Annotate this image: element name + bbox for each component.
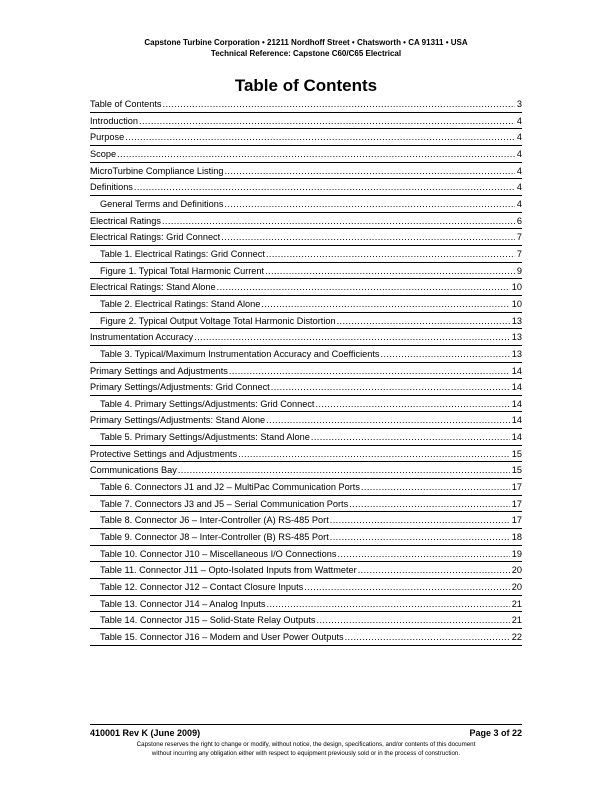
toc-entry[interactable] bbox=[90, 179, 522, 196]
toc-entry[interactable] bbox=[90, 562, 522, 579]
toc-entry-page: 4 bbox=[516, 132, 522, 143]
toc-entry-page: 13 bbox=[511, 315, 522, 326]
toc-dot-leader bbox=[163, 96, 515, 112]
toc-dot-leader bbox=[315, 396, 509, 412]
toc-entry-title: Primary Settings/Adjustments: Grid Connect bbox=[90, 382, 270, 393]
toc-entry[interactable] bbox=[90, 512, 522, 529]
toc-entry-page: 19 bbox=[511, 548, 522, 559]
toc-entry-title: MicroTurbine Compliance Listing bbox=[90, 165, 224, 176]
toc-dot-leader bbox=[361, 479, 510, 495]
page-title: Table of Contents bbox=[234, 76, 378, 95]
toc-dot-leader bbox=[221, 229, 515, 245]
toc-dot-leader bbox=[162, 213, 515, 229]
toc-entry-page: 21 bbox=[511, 598, 522, 609]
toc-entry-page: 14 bbox=[511, 432, 522, 443]
toc-dot-leader bbox=[117, 146, 515, 162]
toc-entry[interactable] bbox=[90, 546, 522, 563]
toc-dot-leader bbox=[271, 379, 510, 395]
toc-dot-leader bbox=[345, 629, 510, 645]
toc-entry[interactable] bbox=[90, 346, 522, 363]
toc-entry-title: Table 3. Typical/Maximum Instrumentation Accuracy and Coefficients bbox=[100, 348, 380, 359]
toc-entry-page: 9 bbox=[516, 265, 522, 276]
toc-dot-leader bbox=[224, 163, 514, 179]
toc-dot-leader bbox=[317, 612, 510, 628]
toc-entry[interactable] bbox=[90, 529, 522, 546]
toc-entry-title: Primary Settings and Adjustments bbox=[90, 365, 228, 376]
toc-entry-page: 13 bbox=[511, 332, 522, 343]
toc-entry-title: Table 5. Primary Settings/Adjustments: Stand Alone bbox=[100, 432, 310, 443]
toc-entry-title: Figure 2. Typical Output Voltage Total Harmonic Distortion bbox=[100, 315, 336, 326]
disclaimer-line-2: without incurring any obligation either with respect to equipment previously sold or in the process of construction. bbox=[151, 749, 461, 757]
table-of-contents bbox=[90, 96, 522, 646]
toc-entry-page: 15 bbox=[511, 448, 522, 459]
toc-dot-leader bbox=[311, 429, 510, 445]
toc-entry-title: Instrumentation Accuracy bbox=[90, 332, 194, 343]
page-number: Page 3 of 22 bbox=[469, 728, 522, 738]
toc-entry-page: 7 bbox=[516, 248, 522, 259]
toc-entry-page: 15 bbox=[511, 465, 522, 476]
toc-entry-page: 14 bbox=[511, 415, 522, 426]
toc-entry[interactable] bbox=[90, 629, 522, 646]
toc-entry-page: 17 bbox=[511, 482, 522, 493]
toc-entry-page: 4 bbox=[516, 165, 522, 176]
disclaimer-line-1: Capstone reserves the right to change or modify, without notice, the design, specifications, and/or contents of this document bbox=[136, 741, 476, 748]
toc-entry-title: Table 11. Connector J11 – Opto-Isolated Inputs from Wattmeter bbox=[100, 565, 357, 576]
toc-entry-title: Scope bbox=[90, 148, 117, 159]
toc-dot-leader bbox=[125, 129, 515, 145]
toc-dot-leader bbox=[139, 113, 515, 129]
toc-entry-title: Table 12. Connector J12 – Contact Closure Inputs bbox=[100, 582, 304, 593]
toc-entry-page: 18 bbox=[511, 532, 522, 543]
toc-entry-page: 14 bbox=[511, 382, 522, 393]
toc-dot-leader bbox=[194, 329, 510, 345]
toc-entry-page: 20 bbox=[511, 582, 522, 593]
toc-entry[interactable] bbox=[90, 263, 522, 280]
toc-entry-page: 4 bbox=[516, 148, 522, 159]
toc-entry[interactable] bbox=[90, 96, 522, 113]
toc-entry-page: 10 bbox=[511, 282, 522, 293]
toc-dot-leader bbox=[267, 596, 510, 612]
toc-entry-page: 6 bbox=[516, 215, 522, 226]
toc-entry[interactable] bbox=[90, 379, 522, 396]
toc-entry[interactable] bbox=[90, 213, 522, 230]
toc-entry-title: Figure 1. Typical Total Harmonic Current bbox=[100, 265, 265, 276]
toc-entry[interactable] bbox=[90, 429, 522, 446]
toc-entry-page: 14 bbox=[511, 398, 522, 409]
toc-entry[interactable] bbox=[90, 129, 522, 146]
toc-entry-page: 3 bbox=[516, 99, 522, 109]
toc-dot-leader bbox=[266, 246, 515, 262]
toc-entry-title: Electrical Ratings: Stand Alone bbox=[90, 282, 216, 293]
toc-entry-title: Purpose bbox=[90, 132, 125, 143]
toc-entry-title: Table 6. Connectors J1 and J2 – MultiPac Communication Ports bbox=[100, 482, 360, 493]
toc-entry-title: Primary Settings/Adjustments: Stand Alone bbox=[90, 415, 266, 426]
toc-entry-page: 20 bbox=[511, 565, 522, 576]
toc-dot-leader bbox=[330, 512, 510, 528]
toc-entry[interactable] bbox=[90, 229, 522, 246]
toc-dot-leader bbox=[358, 562, 510, 578]
toc-entry-page: 4 bbox=[516, 115, 522, 126]
toc-dot-leader bbox=[337, 546, 509, 562]
toc-entry[interactable] bbox=[90, 113, 522, 130]
toc-dot-leader bbox=[304, 579, 510, 595]
toc-entry[interactable] bbox=[90, 279, 522, 296]
toc-entry-title: Table 1. Electrical Ratings: Grid Connect bbox=[100, 248, 265, 259]
toc-entry-page: 14 bbox=[511, 365, 522, 376]
toc-entry-title: General Terms and Definitions bbox=[100, 198, 224, 209]
toc-entry[interactable] bbox=[90, 412, 522, 429]
toc-dot-leader bbox=[238, 446, 510, 462]
toc-dot-leader bbox=[134, 179, 515, 195]
toc-entry-title: Table 4. Primary Settings/Adjustments: Grid Connect bbox=[100, 398, 315, 409]
toc-entry[interactable] bbox=[90, 329, 522, 346]
toc-entry-title: Table of Contents bbox=[90, 99, 162, 109]
toc-entry[interactable] bbox=[90, 596, 522, 613]
toc-entry[interactable] bbox=[90, 496, 522, 513]
toc-dot-leader bbox=[224, 196, 514, 212]
header-reference: Technical Reference: Capstone C60/C65 Electrical bbox=[210, 49, 402, 58]
toc-dot-leader bbox=[337, 313, 510, 329]
page-header bbox=[0, 37, 612, 59]
toc-entry[interactable] bbox=[90, 579, 522, 596]
toc-entry-title: Table 8. Connector J6 – Inter-Controller (A) RS-485 Port bbox=[100, 515, 329, 526]
toc-entry[interactable] bbox=[90, 446, 522, 463]
toc-entry-page: 17 bbox=[511, 498, 522, 509]
toc-entry[interactable] bbox=[90, 396, 522, 413]
toc-entry-page: 10 bbox=[511, 298, 522, 309]
header-address: Capstone Turbine Corporation • 21211 Nordhoff Street • Chatsworth • CA 91311 • USA bbox=[144, 38, 468, 47]
toc-dot-leader bbox=[217, 279, 510, 295]
page-footer bbox=[90, 724, 522, 758]
toc-entry[interactable] bbox=[90, 196, 522, 213]
toc-entry-title: Table 7. Connectors J3 and J5 – Serial Communication Ports bbox=[100, 498, 349, 509]
toc-entry[interactable] bbox=[90, 612, 522, 629]
toc-entry-page: 4 bbox=[516, 198, 522, 209]
toc-entry-page: 13 bbox=[511, 348, 522, 359]
toc-entry-page: 7 bbox=[516, 232, 522, 243]
toc-entry[interactable] bbox=[90, 363, 522, 380]
toc-entry[interactable] bbox=[90, 479, 522, 496]
toc-entry[interactable] bbox=[90, 246, 522, 263]
toc-dot-leader bbox=[265, 263, 515, 279]
toc-dot-leader bbox=[349, 496, 510, 512]
toc-entry-title: Communications Bay bbox=[90, 465, 177, 476]
toc-entry[interactable] bbox=[90, 296, 522, 313]
toc-entry-page: 21 bbox=[511, 615, 522, 626]
toc-entry-title: Electrical Ratings: Grid Connect bbox=[90, 232, 221, 243]
document-id: 410001 Rev K (June 2009) bbox=[90, 728, 201, 738]
toc-entry[interactable] bbox=[90, 146, 522, 163]
toc-dot-leader bbox=[261, 296, 509, 312]
toc-entry-title: Table 9. Connector J8 – Inter-Controller (B) RS-485 Port bbox=[100, 532, 329, 543]
toc-dot-leader bbox=[266, 412, 510, 428]
toc-dot-leader bbox=[229, 363, 510, 379]
toc-entry[interactable] bbox=[90, 163, 522, 180]
toc-dot-leader bbox=[381, 346, 510, 362]
toc-entry-title: Introduction bbox=[90, 115, 139, 126]
disclaimer bbox=[90, 741, 522, 758]
toc-entry[interactable] bbox=[90, 313, 522, 330]
toc-entry-title: Table 10. Connector J10 – Miscellaneous I/O Connections bbox=[100, 548, 337, 559]
toc-entry-title: Definitions bbox=[90, 182, 133, 193]
toc-dot-leader bbox=[330, 529, 510, 545]
toc-entry-title: Table 15. Connector J16 – Modem and User Power Outputs bbox=[100, 632, 344, 642]
toc-entry-page: 4 bbox=[516, 182, 522, 193]
toc-entry-page: 17 bbox=[511, 515, 522, 526]
toc-entry-title: Electrical Ratings bbox=[90, 215, 161, 226]
toc-entry-title: Table 13. Connector J14 – Analog Inputs bbox=[100, 598, 266, 609]
toc-entry[interactable] bbox=[90, 462, 522, 479]
toc-entry-title: Protective Settings and Adjustments bbox=[90, 448, 238, 459]
toc-entry-title: Table 2. Electrical Ratings: Stand Alone bbox=[100, 298, 261, 309]
toc-entry-page: 22 bbox=[511, 632, 522, 642]
toc-entry-title: Table 14. Connector J15 – Solid-State Relay Outputs bbox=[100, 615, 316, 626]
toc-dot-leader bbox=[178, 462, 510, 478]
